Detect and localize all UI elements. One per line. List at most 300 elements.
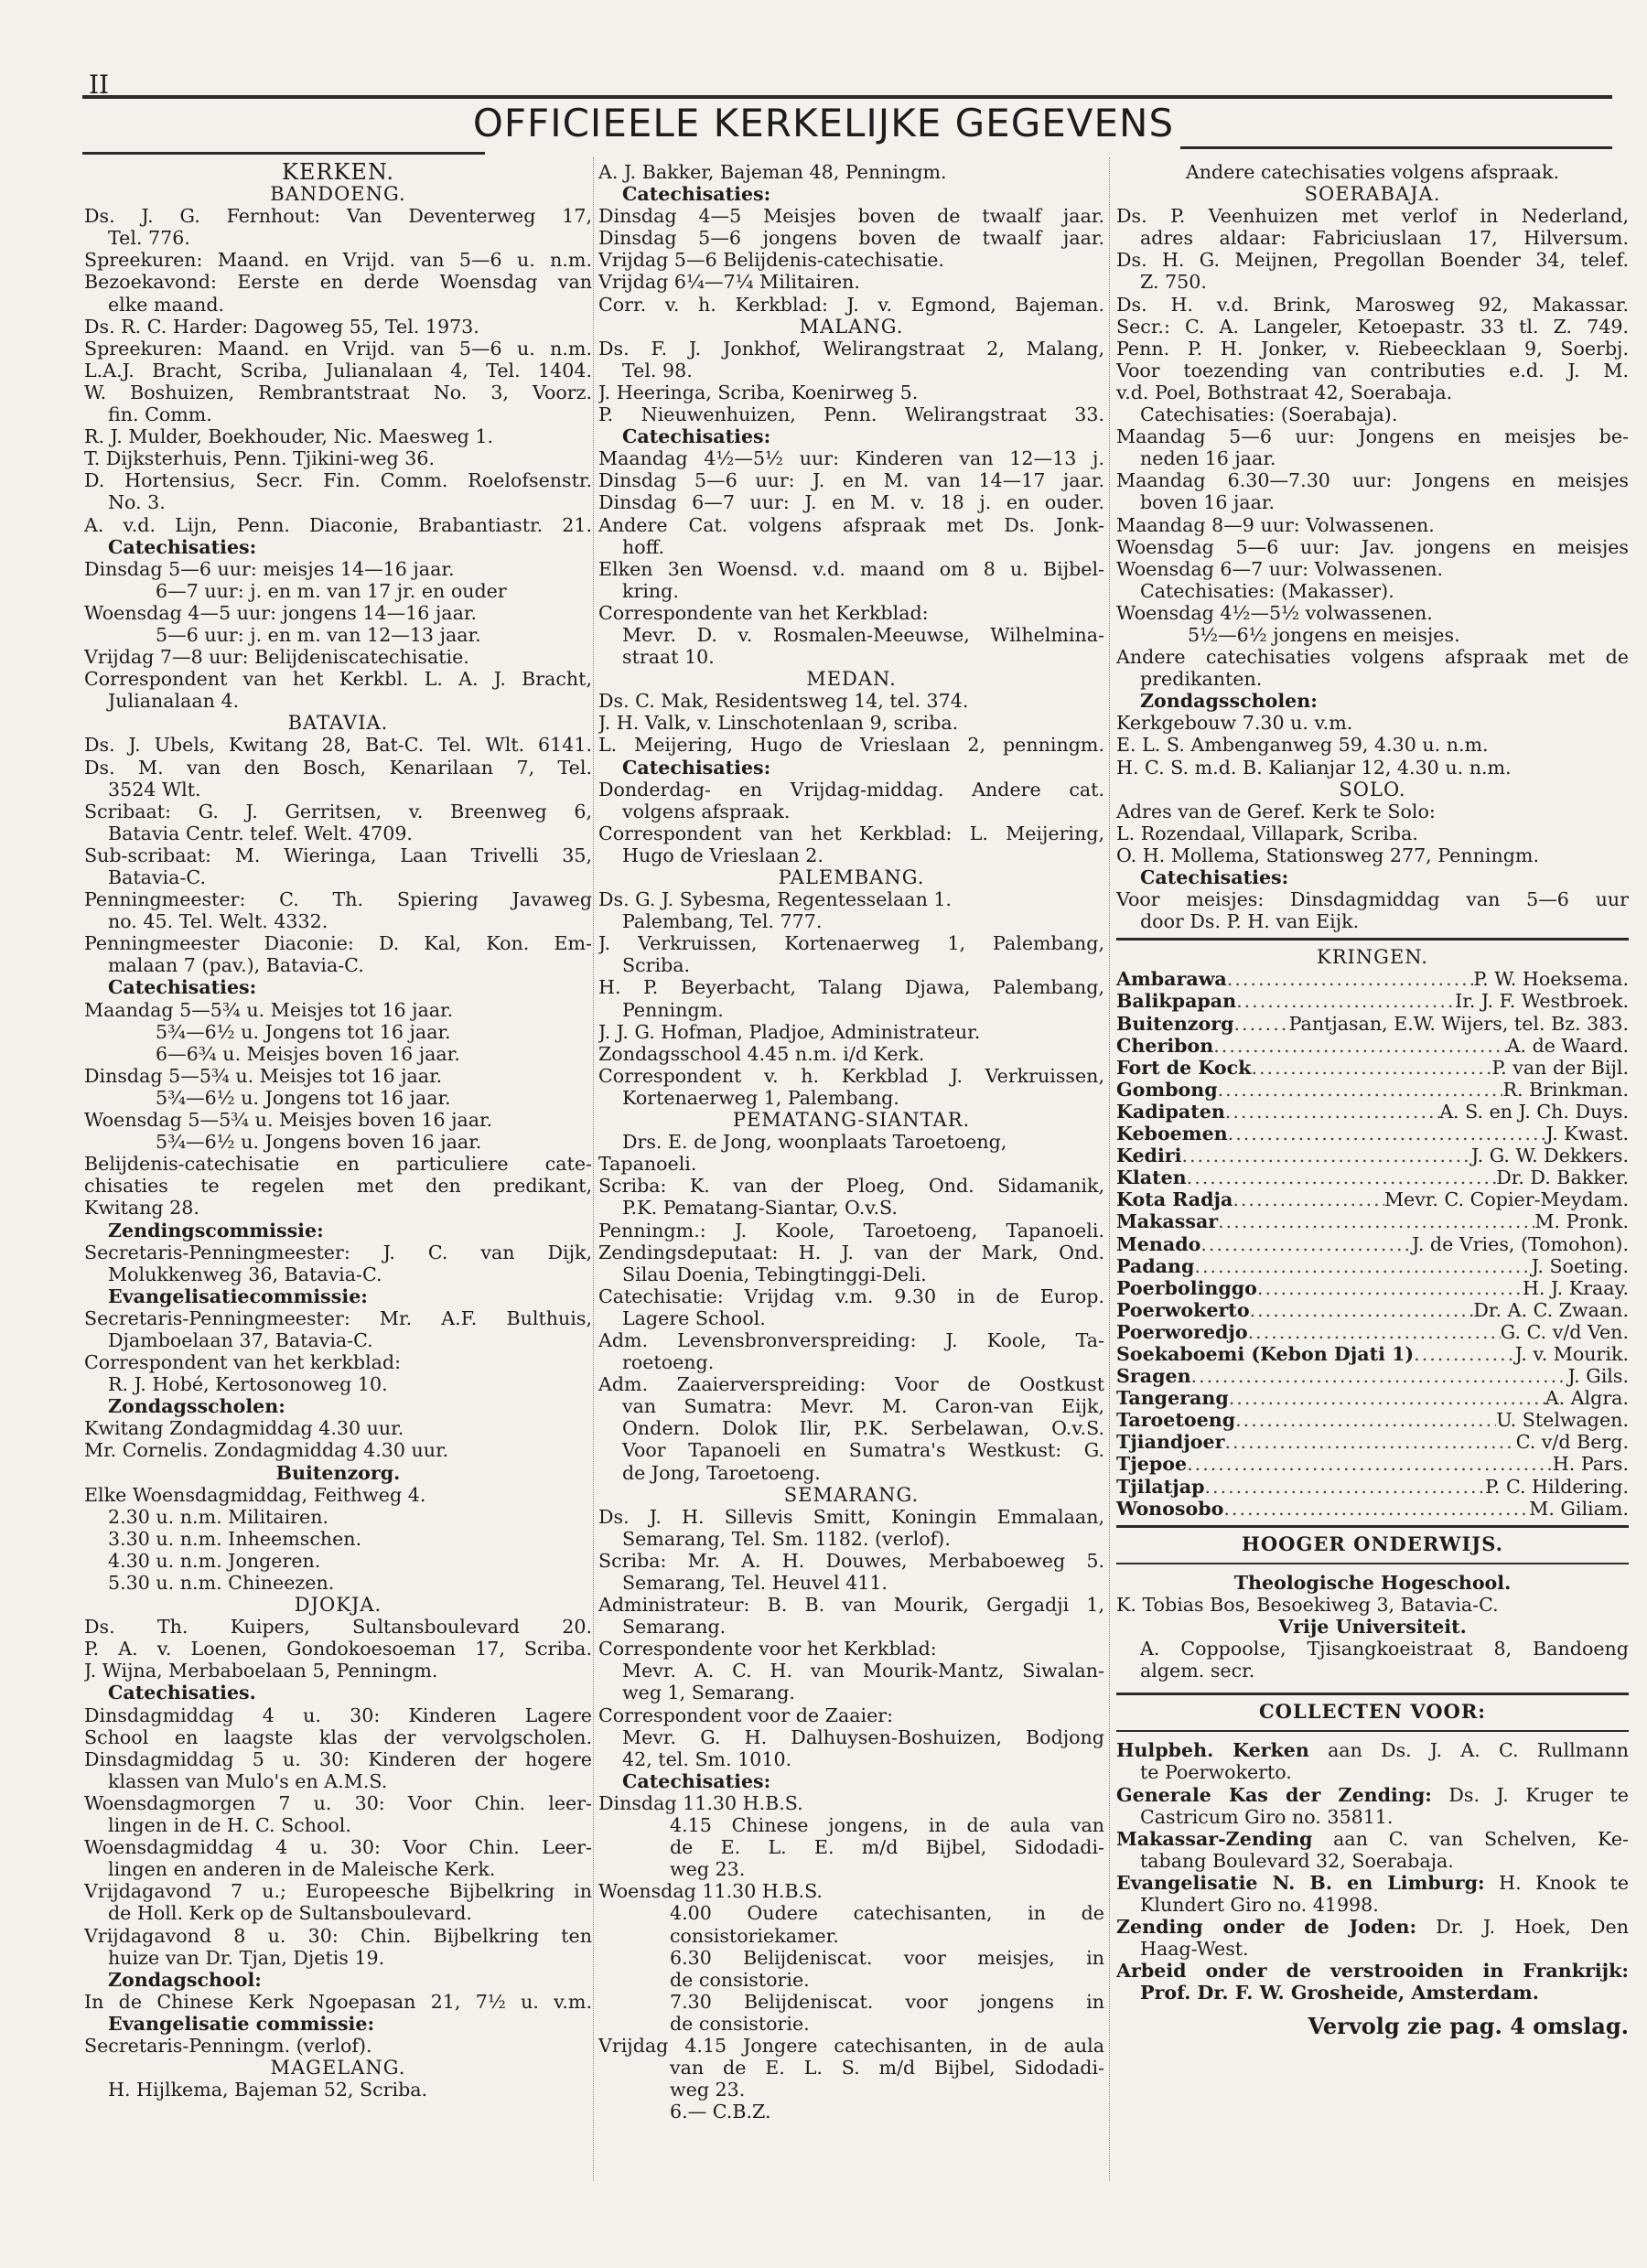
text-line: Molukkenweg 36, Batavia-C.: [108, 1263, 382, 1285]
subheading: Vrije Universiteit.: [1278, 1616, 1467, 1638]
leader-dots: [1223, 1498, 1529, 1520]
section-heading: PEMATANG-SIANTAR.: [732, 1109, 971, 1132]
text-line: Penningmeester Diaconie: D. Kal, Kon. Em-: [84, 932, 592, 955]
text-line: J. J. G. Hofman, Pladjoe, Administrateur.: [598, 1020, 981, 1043]
kring-place: Sragen: [1116, 1365, 1191, 1388]
kring-contact: Pantjasan, E.W. Wijers, tel. Bz. 383.: [1288, 1012, 1629, 1035]
text-line: Administrateur: B. B. van Mourik, Gergadji 1,: [598, 1594, 1104, 1617]
text-line: weg 23.: [670, 1858, 746, 1881]
kring-place: Wonosobo: [1116, 1497, 1224, 1520]
text-line: Julianalaan 4.: [108, 690, 240, 713]
text-line: Kwitang Zondagmiddag 4.30 uur.: [84, 1417, 404, 1440]
section-heading: BANDOENG.: [270, 183, 406, 206]
text-line: Ds. H. G. Meijnen, Pregollan Boender 34, telef.: [1116, 249, 1629, 272]
title-rule-left: [82, 152, 485, 155]
leader-dots: [1250, 1299, 1474, 1321]
column-middle: [598, 161, 1104, 2123]
text-line: P. A. v. Loenen, Gondokoesoeman 17, Scriba.: [84, 1638, 592, 1661]
collecte-recipient: Dr. J. Hoek, Den: [1416, 1916, 1629, 1939]
text-line: Andere catechisaties volgens afspraak.: [1185, 161, 1560, 183]
text-line: boven 16 jaar.: [1140, 491, 1276, 514]
text-line: chisaties te regelen met den predikant,: [84, 1175, 592, 1198]
leader-dots: [1233, 1013, 1288, 1035]
kring-contact: P. C. Hildering.: [1485, 1475, 1629, 1498]
collecte-recipient: Prof. Dr. F. W. Grosheide, Amsterdam.: [1140, 1982, 1539, 2005]
kring-row: [1116, 1343, 1629, 1365]
subheading: Catechisaties:: [108, 976, 257, 999]
text-line: Vrijdagavond 8 u. 30: Chin. Bijbelkring ten: [84, 1924, 592, 1947]
text-line: Belijdenis-catechisatie en particuliere cate-: [84, 1153, 592, 1176]
column-divider: [1109, 157, 1110, 2181]
text-line: Batavia Centr. telef. Welt. 4709.: [108, 822, 413, 844]
kring-row: [1116, 1476, 1629, 1498]
text-line: Zondagsschool 4.45 n.m. i/d Kerk.: [598, 1042, 925, 1065]
text-line: 5½—6½ jongens en meisjes.: [1188, 623, 1460, 646]
text-line: 6.— C.B.Z.: [670, 2101, 771, 2123]
text-line: Secretaris-Penningmeester: Mr. A.F. Bulthuis,: [84, 1306, 592, 1329]
text-line: de Holl. Kerk op de Sultansboulevard.: [108, 1902, 472, 1925]
kring-row: [1116, 1299, 1629, 1321]
text-line: Silau Doenia, Tebingtinggi-Deli.: [622, 1263, 927, 1285]
kring-contact: Mevr. C. Copier-Meydam.: [1383, 1188, 1629, 1211]
kring-contact: U. Stelwagen.: [1496, 1409, 1629, 1432]
collecte-purpose: Makassar-Zending: [1116, 1827, 1313, 1850]
text-line: Correspondente voor het Kerkblad:: [598, 1638, 937, 1661]
text-line: Donderdag- en Vrijdag-middag. Andere cat.: [598, 778, 1104, 801]
text-line: Spreekuren: Maand. en Vrijd. van 5—6 u. n.m.: [84, 337, 592, 360]
text-line: volgens afspraak.: [622, 800, 791, 822]
text-line: H. C. S. m.d. B. Kalianjar 12, 4.30 u. n.m.: [1116, 756, 1512, 779]
continued-note: Vervolg zie pag. 4 omslag.: [1308, 2012, 1629, 2039]
kring-row: [1116, 968, 1629, 990]
text-line: P. Nieuwenhuizen, Penn. Welirangstraat 33.: [598, 403, 1104, 426]
kring-place: Kediri: [1116, 1145, 1182, 1167]
kring-place: Cheribon: [1116, 1034, 1214, 1057]
text-line: Woensdag 6—7 uur: Volwassenen.: [1116, 557, 1444, 580]
leader-dots: [1218, 1210, 1534, 1232]
collecte-line: [1116, 1872, 1629, 1894]
section-heading: DJOKJA.: [294, 1594, 382, 1617]
kring-contact: P. van der Bijl.: [1491, 1056, 1629, 1079]
text-line: de consistorie.: [670, 1968, 810, 1991]
collecte-recipient: te Poerwokerto.: [1140, 1761, 1292, 1784]
leader-dots: [1235, 1409, 1496, 1431]
section-heading: MEDAN.: [806, 668, 897, 691]
text-line: Maandag 6.30—7.30 uur: Jongens en meisjes: [1116, 469, 1629, 492]
text-line: Penningm.: [622, 998, 724, 1021]
collecte-recipient: Ds. J. Kruger te: [1431, 1783, 1629, 1806]
subheading: Catechisaties:: [108, 535, 257, 558]
kring-contact: Dr. D. Bakker.: [1496, 1166, 1629, 1189]
text-line: Ds. Th. Kuipers, Sultansboulevard 20.: [84, 1616, 592, 1639]
kring-place: Buitenzorg: [1116, 1012, 1234, 1035]
collecte-line: [1116, 1850, 1629, 1872]
leader-dots: [1225, 1101, 1439, 1123]
subheading: Evangelisatie commissie:: [108, 2012, 375, 2035]
text-line: Woensdag 5—6 uur: Jav. jongens en meisjes: [1116, 535, 1629, 558]
text-line: W. Boshuizen, Rembrantstraat No. 3, Voorz.: [84, 381, 592, 403]
kring-contact: A. de Waard.: [1506, 1034, 1629, 1057]
leader-dots: [1181, 1145, 1471, 1166]
kring-place: Tjiandjoer: [1116, 1431, 1225, 1454]
text-line: Ds. M. van den Bosch, Kenarilaan 7, Tel.: [84, 756, 592, 779]
text-line: H. Hijlkema, Bajeman 52, Scriba.: [108, 2079, 428, 2101]
leader-dots: [1191, 1365, 1568, 1387]
text-line: L. Rozendaal, Villapark, Scriba.: [1116, 822, 1418, 844]
leader-dots: [1228, 1123, 1546, 1145]
text-line: Dinsdag 5—6 jongens boven de twaalf jaar.: [598, 227, 1104, 250]
subheading: Theologische Hogeschool.: [1233, 1571, 1512, 1594]
section-heading: MALANG.: [799, 315, 904, 338]
subheading: Evangelisatiecommissie:: [108, 1284, 368, 1307]
collecte-line: [1116, 1960, 1629, 1982]
leader-dots: [1257, 1277, 1523, 1299]
text-line: Ds. P. Veenhuizen met verlof in Nederland,: [1116, 205, 1629, 228]
leader-dots: [1227, 968, 1474, 990]
collecte-line: [1116, 1938, 1629, 1960]
kring-row: [1116, 1035, 1629, 1057]
text-line: 6—7 uur: j. en m. van 17 jr. en ouder: [156, 579, 507, 602]
text-line: roetoeng.: [622, 1351, 715, 1374]
text-line: Woensdag 5—5¾ u. Meisjes boven 16 jaar.: [84, 1109, 493, 1132]
section-heading: PALEMBANG.: [778, 866, 925, 888]
text-line: Adres van de Geref. Kerk te Solo:: [1116, 800, 1436, 822]
section-rule: [1116, 1525, 1629, 1528]
text-line: Djamboelaan 37, Batavia-C.: [108, 1328, 373, 1351]
collecte-purpose: Generale Kas der Zending:: [1116, 1783, 1432, 1806]
leader-dots: [1251, 1057, 1491, 1079]
text-line: Dinsdag 5—5¾ u. Meisjes tot 16 jaar.: [84, 1064, 443, 1087]
text-line: L.A.J. Bracht, Scriba, Julianalaan 4, Tel. 1404.: [84, 359, 592, 382]
text-line: predikanten.: [1140, 668, 1263, 691]
text-line: Corr. v. h. Kerkblad: J. v. Egmond, Bajeman.: [598, 293, 1104, 316]
text-line: Voor meisjes: Dinsdagmiddag van 5—6 uur: [1116, 888, 1629, 911]
kring-place: Ambarawa: [1116, 968, 1227, 991]
text-line: Semarang.: [622, 1616, 727, 1639]
text-line: Mevr. D. v. Rosmalen-Meeuwse, Wilhelmina-: [622, 623, 1104, 646]
text-line: Elke Woensdagmiddag, Feithweg 4.: [84, 1483, 426, 1506]
text-line: consistoriekamer.: [670, 1924, 839, 1947]
collecte-recipient: Castricum Giro no. 35811.: [1140, 1805, 1394, 1828]
text-line: Maandag 8—9 uur: Volwassenen.: [1116, 513, 1435, 536]
kring-place: Soekaboemi (Kebon Djati 1): [1116, 1342, 1415, 1365]
collecte-purpose: Hulpbeh. Kerken: [1116, 1739, 1309, 1762]
kring-place: Tangerang: [1116, 1387, 1229, 1410]
collecte-recipient: tabang Boulevard 32, Soerabaja.: [1140, 1849, 1454, 1872]
text-line: A. Coppoolse, Tjisangkoeistraat 8, Bandoeng: [1140, 1638, 1629, 1661]
collecte-line: [1116, 1806, 1629, 1828]
subheading: Catechisaties:: [622, 425, 771, 448]
text-line: Semarang, Tel. Heuvel 411.: [622, 1572, 888, 1594]
text-line: Woensdag 4½—5½ volwassenen.: [1116, 601, 1433, 624]
text-line: no. 45. Tel. Welt. 4332.: [108, 910, 328, 933]
text-line: Scriba.: [622, 954, 691, 977]
subheading: Catechisaties:: [1140, 866, 1289, 888]
text-line: Dinsdag 5—6 uur: meisjes 14—16 jaar.: [84, 557, 455, 580]
collecten-heading: COLLECTEN VOOR:: [1258, 1700, 1487, 1724]
section-rule: [1116, 1693, 1629, 1695]
text-line: Woensdag 4—5 uur: jongens 14—16 jaar.: [84, 601, 477, 624]
kring-contact: C. v/d Berg.: [1515, 1431, 1629, 1454]
text-line: kring.: [622, 579, 679, 602]
kring-row: [1116, 1188, 1629, 1210]
kring-row: [1116, 1387, 1629, 1409]
text-line: Adm. Levensbronverspreiding: J. Koole, Ta-: [598, 1328, 1104, 1351]
text-line: No. 3.: [108, 491, 166, 514]
text-line: Correspondent v. h. Kerkblad J. Verkruissen,: [598, 1064, 1104, 1087]
text-line: Dinsdag 6—7 uur: J. en M. v. 18 j. en ouder.: [598, 491, 1104, 514]
text-line: 42, tel. Sm. 1010.: [622, 1747, 792, 1770]
kring-row: [1116, 1409, 1629, 1431]
text-line: 7.30 Belijdeniscat. voor jongens in: [670, 1990, 1104, 2013]
kring-contact: G. C. v/d Ven.: [1500, 1320, 1629, 1343]
text-line: elke maand.: [108, 293, 225, 316]
kring-place: Menado: [1116, 1232, 1201, 1255]
collecte-recipient: aan Ds. J. A. C. Rullmann: [1308, 1739, 1629, 1762]
text-line: Correspondent van het Kerkbl. L. A. J. Bracht,: [84, 668, 592, 691]
text-line: P.K. Pematang-Siantar, O.v.S.: [622, 1197, 898, 1220]
collecte-recipient: Haag-West.: [1140, 1938, 1249, 1961]
text-line: Scriba: Mr. A. H. Douwes, Merbaboeweg 5.: [598, 1549, 1104, 1572]
text-line: Mevr. A. C. H. van Mourik-Mantz, Siwalan-: [622, 1660, 1104, 1682]
right-column-churches: [1116, 161, 1629, 932]
collecte-purpose: Zending onder de Joden:: [1116, 1916, 1417, 1939]
text-line: 2.30 u. n.m. Militairen.: [108, 1505, 329, 1528]
section-heading: MAGELANG.: [270, 2057, 406, 2080]
text-line: Woensdagmiddag 4 u. 30: Voor Chin. Leer-: [84, 1836, 592, 1859]
kring-place: Poerworedjo: [1116, 1320, 1248, 1343]
text-line: Dinsdagmiddag 5 u. 30: Kinderen der hogere: [84, 1747, 592, 1770]
kring-contact: J. de Vries, (Tomohon).: [1412, 1232, 1629, 1255]
subheading: Catechisaties:: [622, 183, 771, 206]
text-line: Ds. H. v.d. Brink, Marosweg 92, Makassar.: [1116, 293, 1629, 316]
text-line: de E. L. E. m/d Bijbel, Sidodadi-: [670, 1836, 1104, 1859]
text-line: 5.30 u. n.m. Chineezen.: [108, 1572, 335, 1594]
section-rule: [1116, 938, 1629, 941]
text-line: Kortenaerweg 1, Palembang.: [622, 1086, 899, 1109]
column-divider: [593, 157, 594, 2181]
text-line: Kerkgebouw 7.30 u. v.m.: [1116, 712, 1353, 735]
text-line: Vrijdag 5—6 Belijdenis-catechisatie.: [598, 249, 944, 272]
text-line: Tel. 776.: [108, 227, 190, 250]
text-line: Maandag 4½—5½ uur: Kinderen van 12—13 j.: [598, 447, 1104, 470]
text-line: 3524 Wlt.: [108, 778, 201, 801]
kring-place: Balikpapan: [1116, 990, 1237, 1013]
text-line: Zendingsdeputaat: H. J. van der Mark, Ond.: [598, 1241, 1104, 1263]
kring-contact: M. Pronk.: [1534, 1210, 1629, 1233]
text-line: v.d. Poel, Bothstraat 42, Soerabaja.: [1116, 381, 1453, 403]
kring-contact: R. Brinkman.: [1502, 1078, 1629, 1101]
collecte-line: [1116, 1784, 1629, 1806]
text-line: door Ds. P. H. van Eijk.: [1140, 910, 1360, 933]
text-line: Correspondent voor de Zaaier:: [598, 1704, 894, 1726]
subheading: Catechisaties:: [622, 756, 771, 779]
text-line: Voor toezending van contributies e.d. J. M.: [1116, 359, 1629, 382]
section-rule: [1116, 1730, 1629, 1732]
kring-place: Tjepoe: [1116, 1453, 1188, 1476]
kring-row: [1116, 1277, 1629, 1299]
text-line: Kwitang 28.: [84, 1197, 199, 1220]
kring-contact: J. Kwast.: [1545, 1123, 1629, 1145]
text-line: Andere Cat. volgens afspraak met Ds. Jonk-: [598, 513, 1104, 536]
text-line: 5¾—6½ u. Jongens tot 16 jaar.: [156, 1020, 451, 1043]
text-line: A. v.d. Lijn, Penn. Diaconie, Brabantiastr. 21.: [84, 513, 592, 536]
text-line: T. Dijksterhuis, Penn. Tjikini-weg 36.: [84, 447, 436, 470]
text-line: Semarang, Tel. Sm. 1182. (verlof).: [622, 1527, 951, 1550]
text-line: Penningmeester: C. Th. Spiering Javaweg: [84, 888, 592, 911]
text-line: Spreekuren: Maand. en Vrijd. van 5—6 u. n.m.: [84, 249, 592, 272]
text-line: Woensdagmorgen 7 u. 30: Voor Chin. leer-: [84, 1791, 592, 1814]
page-title: OFFICIEELE KERKELIJKE GEGEVENS: [472, 101, 1175, 145]
kring-row: [1116, 1166, 1629, 1188]
hooger-onderwijs-heading: HOOGER ONDERWIJS.: [1242, 1532, 1503, 1555]
text-line: Maandag 5—6 uur: Jongens en meisjes be-: [1116, 425, 1629, 448]
kring-contact: J. G. W. Dekkers.: [1470, 1145, 1629, 1167]
text-line: R. J. Hobé, Kertosonoweg 10.: [108, 1373, 388, 1396]
hooger-onderwijs-list: [1116, 1572, 1629, 1682]
text-line: fin. Comm.: [108, 403, 212, 426]
kring-row: [1116, 1453, 1629, 1475]
kring-contact: A. Algra.: [1545, 1387, 1629, 1410]
collecte-recipient: H. Knook te: [1484, 1871, 1629, 1894]
kring-contact: J. v. Mourik.: [1514, 1342, 1629, 1365]
text-line: Catechisaties: (Soerabaja).: [1140, 403, 1398, 426]
text-line: Vrijdag 7—8 uur: Belijdeniscatechisatie.: [84, 646, 469, 669]
leader-dots: [1248, 1321, 1501, 1343]
section-heading: BATAVIA.: [287, 712, 389, 735]
kring-contact: M. Giliam.: [1529, 1497, 1629, 1520]
text-line: Dinsdagmiddag 4 u. 30: Kinderen Lagere: [84, 1704, 592, 1726]
subheading: Catechisaties:: [622, 1769, 771, 1792]
text-line: malaan 7 (pav.), Batavia-C.: [108, 954, 364, 977]
text-line: klassen van Mulo's en A.M.S.: [108, 1769, 388, 1792]
collecte-line: [1116, 1761, 1629, 1783]
kring-row: [1116, 1233, 1629, 1255]
kring-row: [1116, 1431, 1629, 1453]
text-line: H. P. Beyerbacht, Talang Djawa, Palembang,: [598, 976, 1104, 999]
collecte-line: [1116, 1916, 1629, 1938]
text-line: Ds. J. G. Fernhout: Van Deventerweg 17,: [84, 205, 592, 228]
text-line: J. H. Valk, v. Linschotenlaan 9, scriba.: [598, 712, 959, 735]
kring-contact: P. W. Hoeksema.: [1473, 968, 1629, 991]
text-line: School en laagste klas der vervolgscholen.: [84, 1725, 592, 1748]
text-line: Vrijdag 6¼—7¼ Militairen.: [598, 271, 860, 294]
text-line: lingen en anderen in de Maleische Kerk.: [108, 1858, 496, 1881]
kring-place: Keboemen: [1116, 1123, 1228, 1145]
text-line: Secretaris-Penningmeester: J. C. van Dijk,: [84, 1241, 592, 1263]
text-line: Vrijdagavond 7 u.; Europeesche Bijbelkring in: [84, 1880, 592, 1903]
collecte-line: [1116, 1982, 1629, 2004]
text-line: Ds. F. J. Jonkhof, Welirangstraat 2, Malang,: [598, 337, 1104, 360]
kring-place: Poerwokerto: [1116, 1298, 1250, 1321]
text-line: J. Verkruissen, Kortenaerweg 1, Palembang,: [598, 932, 1104, 955]
kring-row: [1116, 1321, 1629, 1343]
collecte-recipient: aan C. van Schelven, Ke-: [1312, 1827, 1629, 1850]
text-line: Maandag 5—5¾ u. Meisjes tot 16 jaar.: [84, 998, 454, 1021]
text-line: weg 23.: [670, 2079, 746, 2101]
kring-place: Gombong: [1116, 1078, 1218, 1101]
subheading: Zondagsscholen:: [1140, 690, 1318, 713]
collecte-line: [1116, 1894, 1629, 1916]
subheading: Zondagschool:: [108, 1968, 262, 1991]
leader-dots: [1414, 1343, 1515, 1365]
kring-contact: H. Pars.: [1552, 1453, 1629, 1476]
kring-place: Padang: [1116, 1254, 1195, 1277]
leader-dots: [1224, 1431, 1515, 1453]
text-line: 4.30 u. n.m. Jongeren.: [108, 1549, 321, 1572]
text-line: Ds. C. Mak, Residentsweg 14, tel. 374.: [598, 690, 969, 713]
column-left: [84, 161, 592, 2101]
leader-dots: [1236, 990, 1455, 1012]
text-line: O. H. Mollema, Stationsweg 277, Penningm.: [1116, 844, 1540, 866]
leader-dots: [1187, 1166, 1497, 1188]
kring-contact: Ir. J. F. Westbroek.: [1455, 990, 1629, 1013]
kring-row: [1116, 1210, 1629, 1232]
text-line: 3.30 u. n.m. Inheemschen.: [108, 1527, 362, 1550]
text-line: Mr. Cornelis. Zondagmiddag 4.30 uur.: [84, 1439, 449, 1462]
text-line: van de E. L. S. m/d Bijbel, Sidodadi-: [670, 2057, 1104, 2080]
text-line: 4.15 Chinese jongens, in de aula van: [670, 1814, 1104, 1837]
kringen-list: [1116, 968, 1629, 1519]
text-line: Elken 3en Woensd. v.d. maand om 8 u. Bijbel-: [598, 557, 1104, 580]
text-line: de Jong, Taroetoeng.: [622, 1461, 821, 1484]
text-line: Penningm.: J. Koole, Taroetoeng, Tapanoeli.: [598, 1219, 1104, 1241]
text-line: Z. 750.: [1140, 271, 1207, 294]
leader-dots: [1213, 1035, 1506, 1057]
collecte-recipient: Klundert Giro no. 41998.: [1140, 1894, 1379, 1917]
subheading: Zendingscommissie:: [108, 1219, 324, 1241]
text-line: Ondern. Dolok Ilir, P.K. Serbelawan, O.v.S.: [622, 1417, 1104, 1440]
text-line: 6.30 Belijdeniscat. voor meisjes, in: [670, 1946, 1104, 1969]
text-line: Dinsdag 4—5 Meisjes boven de twaalf jaar.: [598, 205, 1104, 228]
text-line: Scriba: K. van der Ploeg, Ond. Sidamanik,: [598, 1175, 1104, 1198]
text-line: Mevr. G. H. Dalhuysen-Boshuizen, Bodjong: [622, 1725, 1104, 1748]
collecte-purpose: Arbeid onder de verstrooiden in Frankrijk:: [1116, 1960, 1629, 1983]
text-line: straat 10.: [622, 646, 715, 669]
leader-dots: [1229, 1387, 1545, 1409]
text-line: Sub-scribaat: M. Wieringa, Laan Trivelli 35,: [84, 844, 592, 866]
text-line: Vrijdag 4.15 Jongere catechisanten, in de aula: [598, 2034, 1104, 2057]
leader-dots: [1200, 1233, 1412, 1255]
section-heading: SOLO.: [1339, 778, 1406, 801]
text-line: Correspondente van het Kerkblad:: [598, 601, 929, 624]
collecte-line: [1116, 1828, 1629, 1850]
text-line: 5¾—6½ u. Jongens tot 16 jaar.: [156, 1086, 451, 1109]
text-line: Scribaat: G. J. Gerritsen, v. Breenweg 6,: [84, 800, 592, 822]
text-line: van Sumatra: Mevr. M. Caron-van Eijk,: [622, 1395, 1104, 1418]
section-heading: SOERABAJA.: [1304, 183, 1441, 206]
kring-place: Klaten: [1116, 1166, 1187, 1189]
leader-dots: [1233, 1188, 1384, 1210]
text-line: Drs. E. de Jong, woonplaats Taroetoeng,: [622, 1131, 1007, 1154]
text-line: Hugo de Vrieslaan 2.: [622, 844, 824, 866]
title-rule-right: [1180, 146, 1612, 149]
text-line: Secr.: C. A. Langeler, Ketoepastr. 33 tl. Z. 749.: [1116, 315, 1629, 338]
text-line: K. Tobias Bos, Besoekiweg 3, Batavia-C.: [1116, 1593, 1499, 1616]
text-line: R. J. Mulder, Boekhouder, Nic. Maesweg 1.: [84, 425, 494, 448]
leader-dots: [1187, 1453, 1553, 1475]
kring-contact: Dr. A. C. Zwaan.: [1473, 1298, 1629, 1321]
text-line: Batavia-C.: [108, 866, 206, 888]
text-line: J. Heeringa, Scriba, Koenirweg 5.: [598, 381, 919, 403]
kring-place: Makassar: [1116, 1210, 1219, 1233]
kring-contact: A. S. en J. Ch. Duys.: [1439, 1100, 1629, 1123]
kring-row: [1116, 1057, 1629, 1079]
text-line: E. L. S. Ambenganweg 59, 4.30 u. n.m.: [1116, 734, 1489, 757]
kring-contact: J. Gils.: [1567, 1365, 1629, 1388]
text-line: Penn. P. H. Jonker, v. Riebeecklaan 9, Soerbj.: [1116, 337, 1629, 360]
kring-place: Taroetoeng: [1116, 1409, 1236, 1432]
